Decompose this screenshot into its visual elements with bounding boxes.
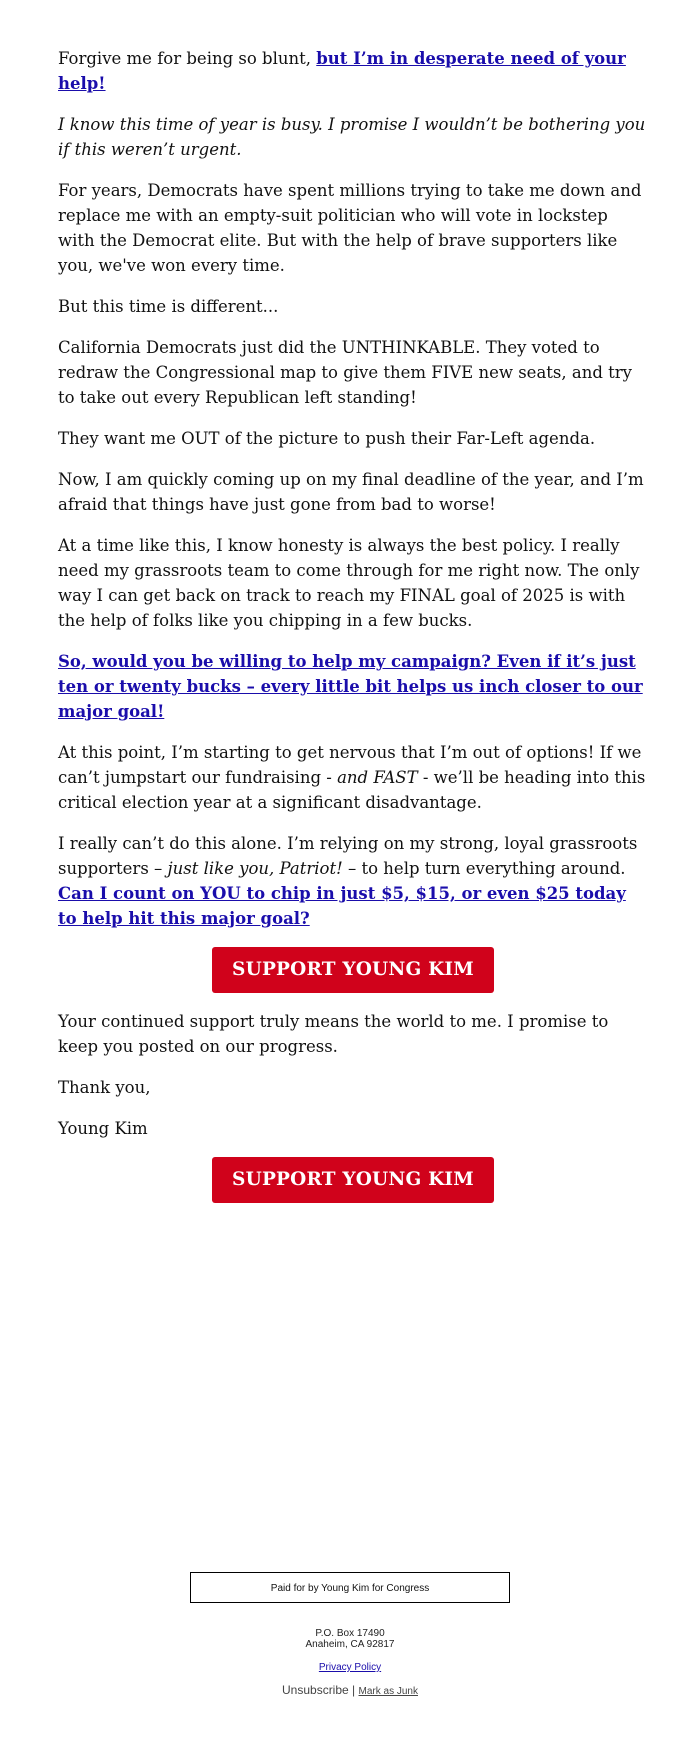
- chip-in-link[interactable]: Can I count on YOU to chip in just $5, $15, or even $25 today to help hit this major goal?: [58, 884, 626, 928]
- help-campaign-link[interactable]: So, would you be willing to help my campaign? Even if it’s just ten or twenty bucks – every little bit helps us inch closer to our major goal!: [58, 652, 643, 721]
- email-body: [58, 46, 648, 1219]
- support-button-row: [58, 947, 648, 993]
- honesty-paragraph: At a time like this, I know honesty is always the best policy. I really need my grassroots team to come through for me right now. The only way I can get back on track to reach my FINAL goal of 2025 is with the help of folks like you chipping in a few bucks.: [58, 536, 640, 630]
- support-young-kim-button[interactable]: SUPPORT YOUNG KIM: [212, 947, 494, 993]
- democrats-paragraph: For years, Democrats have spent millions trying to take me down and replace me with an empty-suit politician who will vote in lockstep with the Democrat elite. But with the help of brave supporters like you, we've won every time.: [58, 181, 642, 275]
- intro-text: Forgive me for being so blunt,: [58, 49, 317, 68]
- address-line-2: Anaheim, CA 92817: [305, 1639, 395, 1650]
- support-young-kim-button-bottom[interactable]: SUPPORT YOUNG KIM: [212, 1157, 494, 1203]
- continued-support-paragraph: Your continued support truly means the world to me. I promise to keep you posted on our progress.: [58, 1012, 609, 1056]
- nervous-text-a: At this point, I’m starting to get nervous that I’m out of options! If we can’t jumpstart our fundraising -: [58, 743, 642, 787]
- mailing-address: [0, 1628, 700, 1650]
- paid-for-disclaimer: Paid for by Young Kim for Congress: [190, 1572, 510, 1603]
- desperate-need-link[interactable]: but I’m in desperate need of your help!: [58, 49, 626, 93]
- deadline-paragraph: Now, I am quickly coming up on my final deadline of the year, and I’m afraid that things have just gone from bad to worse!: [58, 470, 644, 514]
- closing-text: Thank you,: [58, 1078, 151, 1097]
- privacy-row: [0, 1662, 700, 1673]
- count-on-you-paragraph: [58, 831, 648, 931]
- nervous-text-emphasis: and FAST: [337, 768, 418, 787]
- california-paragraph: California Democrats just did the UNTHINKABLE. They voted to redraw the Congressional map to give them FIVE new seats, and try to take out every Republican left standing!: [58, 338, 632, 407]
- nervous-text-c: - we’ll be heading into this critical election year at a significant disadvantage.: [58, 768, 646, 812]
- agenda-paragraph: They want me OUT of the picture to push their Far-Left agenda.: [58, 429, 596, 448]
- mark-as-junk-link[interactable]: Mark as Junk: [358, 1686, 418, 1697]
- help-campaign-paragraph: [58, 649, 648, 724]
- footer-separator: |: [352, 1683, 356, 1697]
- different-paragraph: But this time is different...: [58, 297, 279, 316]
- privacy-policy-link[interactable]: Privacy Policy: [318, 1662, 382, 1673]
- alone-text: I really can’t do this alone. I’m relying on my strong, loyal grassroots supporters –: [58, 834, 638, 878]
- signature-text: Young Kim: [58, 1119, 148, 1138]
- address-line-1: P.O. Box 17490: [315, 1628, 385, 1639]
- unsubscribe-row: [0, 1683, 700, 1697]
- turn-around-text: – to help turn everything around.: [342, 859, 626, 878]
- unsubscribe-link[interactable]: Unsubscribe: [282, 1683, 349, 1697]
- busy-paragraph: I know this time of year is busy. I promise I wouldn’t be bothering you if this weren’t urgent.: [58, 115, 646, 159]
- email-footer: [0, 1572, 700, 1697]
- nervous-paragraph: [58, 740, 648, 815]
- patriot-text: just like you, Patriot!: [167, 859, 343, 878]
- intro-paragraph: [58, 46, 648, 96]
- support-button-row-bottom: [58, 1157, 648, 1203]
